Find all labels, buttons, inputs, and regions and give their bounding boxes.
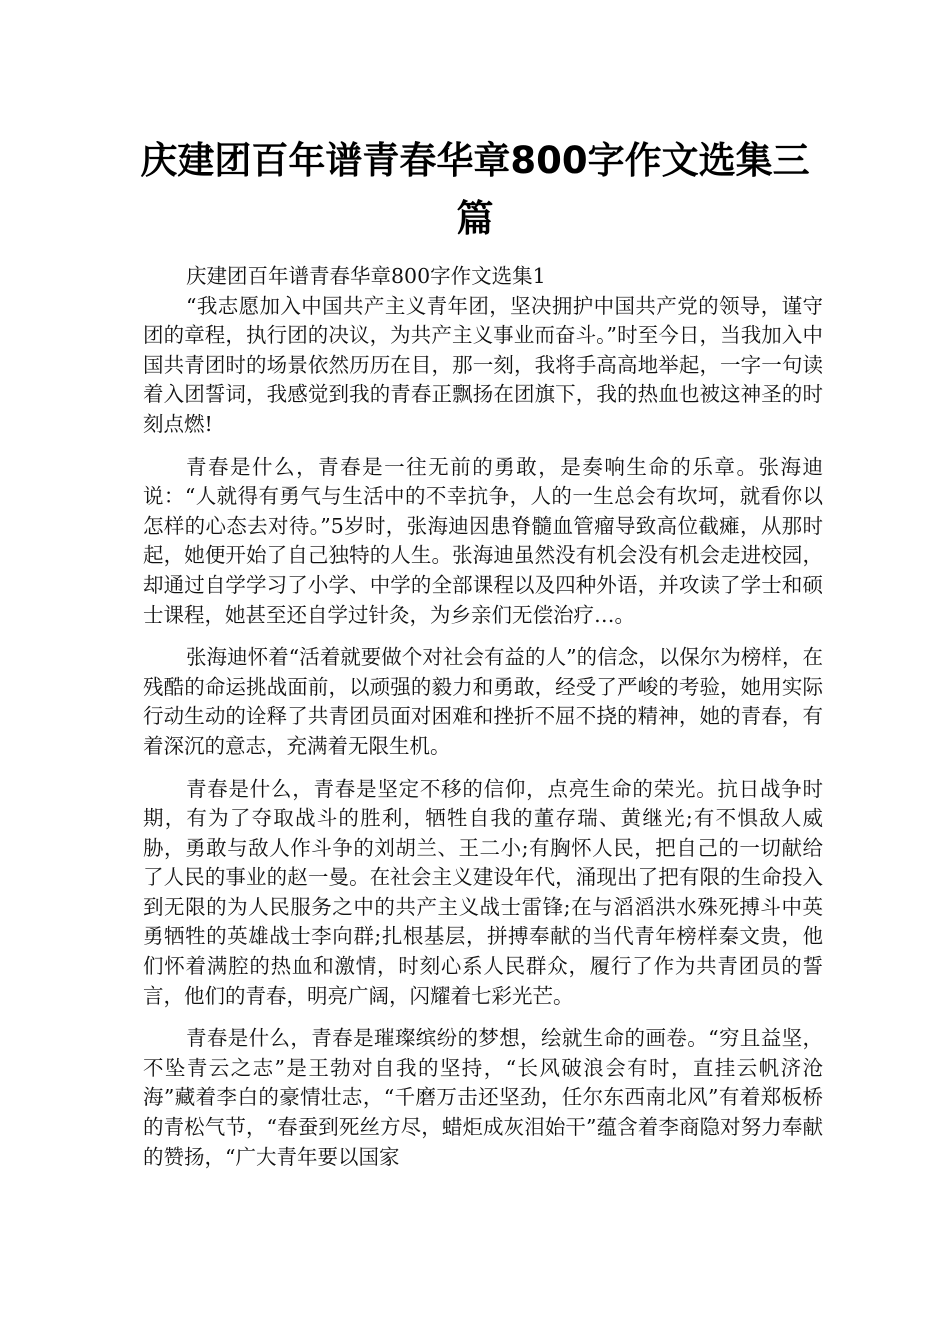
document-body (143, 262, 823, 1185)
paragraph: 青春是什么，青春是璀璨缤纷的梦想，绘就生命的画卷。“穷且益坚，不坠青云之志”是王勃对自我的坚持，“长风破浪会有时，直挂云帆济沧海”藏着李白的豪情壮志，“千磨万击还坚劲，任尔东西南北风”有着郑板桥的青松气节，“春蚕到死丝方尽，蜡炬成灰泪始干”蕴含着李商隐对努力奉献的赞扬，“广大青年要以国家 (143, 1026, 823, 1169)
paragraph: 青春是什么，青春是一往无前的勇敢，是奏响生命的乐章。张海迪说：“人就得有勇气与生活中的不幸抗争，人的一生总会有坎坷，就看你以怎样的心态去对待。”5岁时，张海迪因患脊髓血管瘤导致高位截瘫，从那时起，她便开始了自己独特的人生。张海迪虽然没有机会没有机会走进校园，却通过自学学习了小学、中学的全部课程以及四种外语，并攻读了学士和硕士课程，她甚至还自学过针灸，为乡亲们无偿治疗…。 (143, 454, 823, 627)
document-title: 庆建团百年谱青春华章800字作文选集三篇 (140, 139, 810, 240)
paragraph: 青春是什么，青春是坚定不移的信仰，点亮生命的荣光。抗日战争时期，有为了夺取战斗的胜利，牺牲自我的董存瑞、黄继光;有不惧敌人威胁，勇敢与敌人作斗争的刘胡兰、王二小;有胸怀人民，把自己的一切献给了人民的事业的赵一曼。在社会主义建设年代，涌现出了把有限的生命投入到无限的为人民服务之中的共产主义战士雷锋;在与滔滔洪水殊死搏斗中英勇牺牲的英雄战士李向群;扎根基层，拼搏奉献的当代青年榜样秦文贵，他们怀着满腔的热血和激情，时刻心系人民群众，履行了作为共青团员的誓言，他们的青春，明亮广阔，闪耀着七彩光芒。 (143, 776, 823, 1008)
section-subtitle: 庆建团百年谱青春华章800字作文选集1 (186, 264, 546, 288)
paragraph: 张海迪怀着“活着就要做个对社会有益的人”的信念，以保尔为榜样，在残酷的命运挑战面前，以顽强的毅力和勇敢，经受了严峻的考验，她用实际行动生动的诠释了共青团员面对困难和挫折不屈不挠的精神，她的青春，有着深沉的意志，充满着无限生机。 (143, 645, 823, 758)
paragraph: “我志愿加入中国共产主义青年团，坚决拥护中国共产党的领导，谨守团的章程，执行团的决议，为共产主义事业而奋斗。”时至今日，当我加入中国共青团时的场景依然历历在目，那一刻，我将手高高地举起，一字一句读着入团誓词，我感觉到我的青春正飘扬在团旗下，我的热血也被这神圣的时刻点燃! (143, 293, 823, 436)
